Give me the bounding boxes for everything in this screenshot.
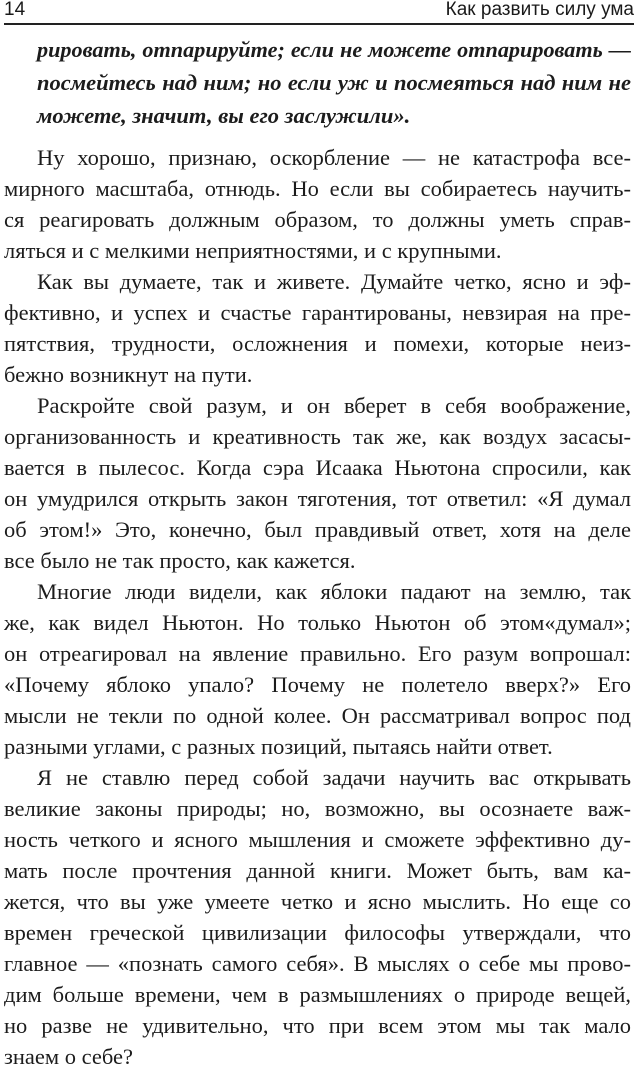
- body-text: [4, 142, 631, 1072]
- running-head: [4, 0, 634, 22]
- header-rule: [4, 23, 634, 25]
- quote-line: можете, значит, вы его заслужили».: [37, 103, 411, 128]
- text-line: же, как видел Ньютон. Но только Ньютон об этом«думал»;: [4, 610, 631, 635]
- quote-line: посмейтесь над ним; но если уж и посмеяться над ним не: [37, 70, 631, 95]
- text-line: Как вы думаете, так и живете. Думайте четко, ясно и эф-: [37, 269, 631, 294]
- paragraph: [4, 390, 631, 576]
- book-title: Как развить силу ума: [445, 0, 634, 20]
- text-line: он умудрился открыть закон тяготения, тот ответил: «Я думал: [4, 486, 631, 511]
- text-line: ляться и с мелкими неприятностями, и с крупными.: [4, 238, 502, 263]
- text-line: мать после прочтения данной книги. Может быть, вам ка-: [4, 858, 631, 883]
- text-line: «Почему яблоко упало? Почему не полетело вверх?» Его: [4, 672, 631, 697]
- text-line: времен греческой цивилизации философы утверждали, что: [4, 920, 631, 945]
- text-line: Ну хорошо, признаю, оскорбление — не катастрофа все-: [37, 145, 631, 170]
- quote-block: [37, 33, 631, 132]
- text-line: бежно возникнут на пути.: [4, 362, 253, 387]
- paragraph: [4, 762, 631, 1072]
- text-line: он отреагировал на явление правильно. Его разум вопрошал:: [4, 641, 631, 666]
- page-number: 14: [4, 0, 26, 20]
- text-line: ность четкого и ясного мышления и сможете эффективно ду-: [4, 827, 631, 852]
- text-line: главное — «познать самого себя». В мыслях о себе мы прово-: [4, 951, 631, 976]
- text-line: мирного масштаба, отнюдь. Но если вы собираетесь научить-: [4, 176, 631, 201]
- text-line: дим больше времени, чем в размышлениях о природе вещей,: [4, 982, 631, 1007]
- text-line: Раскройте свой разум, и он вберет в себя воображение,: [37, 393, 631, 418]
- text-line: организованность и креативность так же, как воздух засасы-: [4, 424, 631, 449]
- paragraph: [4, 142, 631, 266]
- text-line: все было не так просто, как кажется.: [4, 548, 356, 573]
- paragraph: [4, 266, 631, 390]
- quote-line: рировать, отпарируйте; если не можете отпарировать —: [37, 37, 631, 62]
- text-line: мысли не текли по одной колее. Он рассматривал вопрос под: [4, 703, 631, 728]
- text-line: знаем о себе?: [4, 1044, 134, 1069]
- text-line: об этом!» Это, конечно, был правдивый ответ, хотя на деле: [4, 517, 631, 542]
- text-line: ся реагировать должным образом, то должны уметь справ-: [4, 207, 631, 232]
- text-line: Многие люди видели, как яблоки падают на землю, так: [37, 579, 631, 604]
- paragraph: [4, 576, 631, 762]
- text-line: жется, что вы уже умеете четко и ясно мыслить. Но еще со: [4, 889, 631, 914]
- text-line: Я не ставлю перед собой задачи научить вас открывать: [37, 765, 631, 790]
- text-line: вается в пылесос. Когда сэра Исаака Ньютона спросили, как: [4, 455, 631, 480]
- text-line: но разве не удивительно, что при всем этом мы так мало: [4, 1013, 631, 1038]
- text-line: великие законы природы; но, возможно, вы осознаете важ-: [4, 796, 631, 821]
- text-line: пятствия, трудности, осложнения и помехи, которые неиз-: [4, 331, 631, 356]
- text-line: фективно, и успех и счастье гарантированы, невзирая на пре-: [4, 300, 631, 325]
- text-line: разными углами, с разных позиций, пытаясь найти ответ.: [4, 734, 553, 759]
